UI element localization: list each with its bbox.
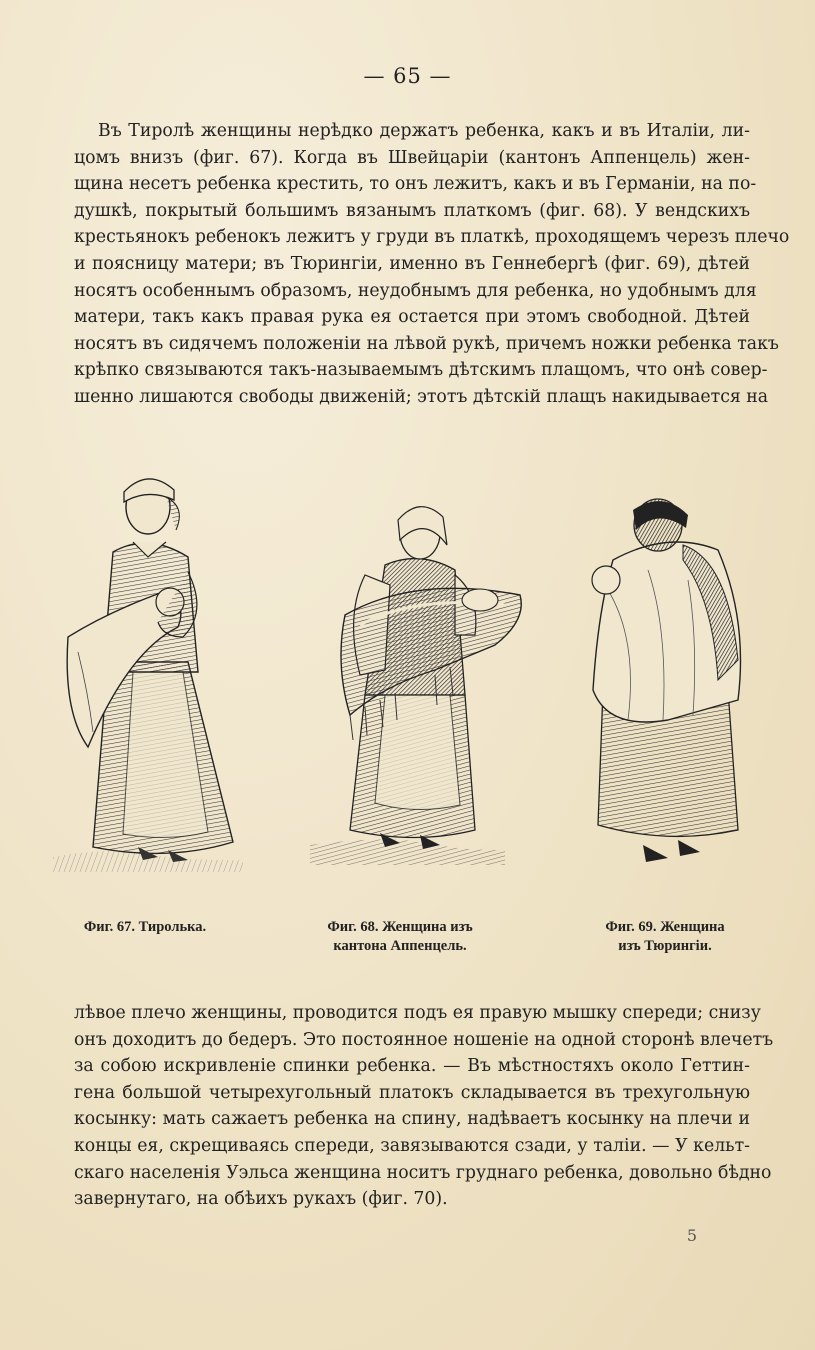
figure-68-caption bbox=[300, 918, 500, 956]
text-line: носятъ въ сидячемъ положеніи на лѣвой рукѣ, причемъ ножки ребенка такъ bbox=[74, 333, 779, 354]
text-line: косынку: мать сажаетъ ребенка на спину, надѣваетъ косынку на плечи и bbox=[74, 1109, 750, 1130]
text-line: и поясницу матери; въ Тюрингіи, именно въ Геннебергѣ (фиг. 69), дѣтей bbox=[74, 253, 750, 274]
text-line: крѣпко связываются такъ-называемымъ дѣтскимъ плащомъ, что онѣ совер- bbox=[74, 360, 768, 381]
text-line: завернутаго, на обѣихъ рукахъ (фиг. 70). bbox=[74, 1189, 448, 1210]
paragraph-bottom bbox=[74, 1000, 774, 1213]
figure-69-illustration bbox=[588, 490, 748, 885]
caption-line: изъ Тюрингіи. bbox=[618, 938, 712, 954]
figure-68-illustration bbox=[305, 495, 530, 885]
text-line: скаго населенія Уэльса женщина носитъ груднаго ребенка, довольно бѣдно bbox=[74, 1162, 772, 1183]
text-line: шенно лишаются свободы движеній; этотъ дѣтскій плащъ накидывается на bbox=[74, 386, 769, 407]
sheet-signature: 5 bbox=[686, 1226, 697, 1245]
page-number: — 65 — bbox=[363, 64, 452, 88]
figure-69-caption bbox=[580, 918, 750, 956]
figure-67-caption bbox=[60, 918, 230, 937]
caption-line: Фиг. 69. Женщина bbox=[605, 919, 725, 935]
text-line: гена большой четырехугольный платокъ складывается въ трехугольную bbox=[74, 1082, 750, 1103]
text-line: Въ Тиролѣ женщины нерѣдко держатъ ребенка, какъ и въ Италіи, ли- bbox=[98, 121, 750, 141]
text-line: онъ доходитъ до бедеръ. Это постоянное ношеніе на одной сторонѣ влечетъ bbox=[74, 1029, 774, 1050]
text-line: душкѣ, покрытый большимъ вязанымъ платкомъ (фиг. 68). У вендскихъ bbox=[74, 200, 750, 221]
paragraph-top bbox=[74, 118, 790, 411]
text-line: матери, такъ какъ правая рука ея остается при этомъ свободной. Дѣтей bbox=[74, 307, 750, 328]
text-line: лѣвое плечо женщины, проводится подъ ея правую мышку спереди; снизу bbox=[74, 1003, 761, 1023]
caption-line: кантона Аппенцель. bbox=[333, 938, 467, 954]
text-line: за собою искривленіе спинки ребенка. — Въ мѣстностяхъ около Геттин- bbox=[74, 1056, 750, 1077]
caption-text: Фиг. 67. Тиролька. bbox=[83, 919, 207, 935]
figure-67-illustration bbox=[48, 462, 248, 892]
text-line: цомъ внизъ (фиг. 67). Когда въ Швейцаріи (кантонъ Аппенцель) жен- bbox=[74, 147, 750, 168]
text-line: крестьянокъ ребенокъ лежитъ у груди въ платкѣ, проходящемъ черезъ плечо bbox=[74, 227, 790, 248]
text-line: носятъ особеннымъ образомъ, неудобнымъ для ребенка, но удобнымъ для bbox=[74, 280, 757, 301]
caption-line: Фиг. 68. Женщина изъ bbox=[327, 919, 473, 935]
text-line: концы ея, скрещиваясь спереди, завязываются сзади, у таліи. — У кельт- bbox=[74, 1135, 750, 1156]
text-line: щина несетъ ребенка крестить, то онъ лежитъ, какъ и въ Германіи, на по- bbox=[74, 174, 757, 195]
